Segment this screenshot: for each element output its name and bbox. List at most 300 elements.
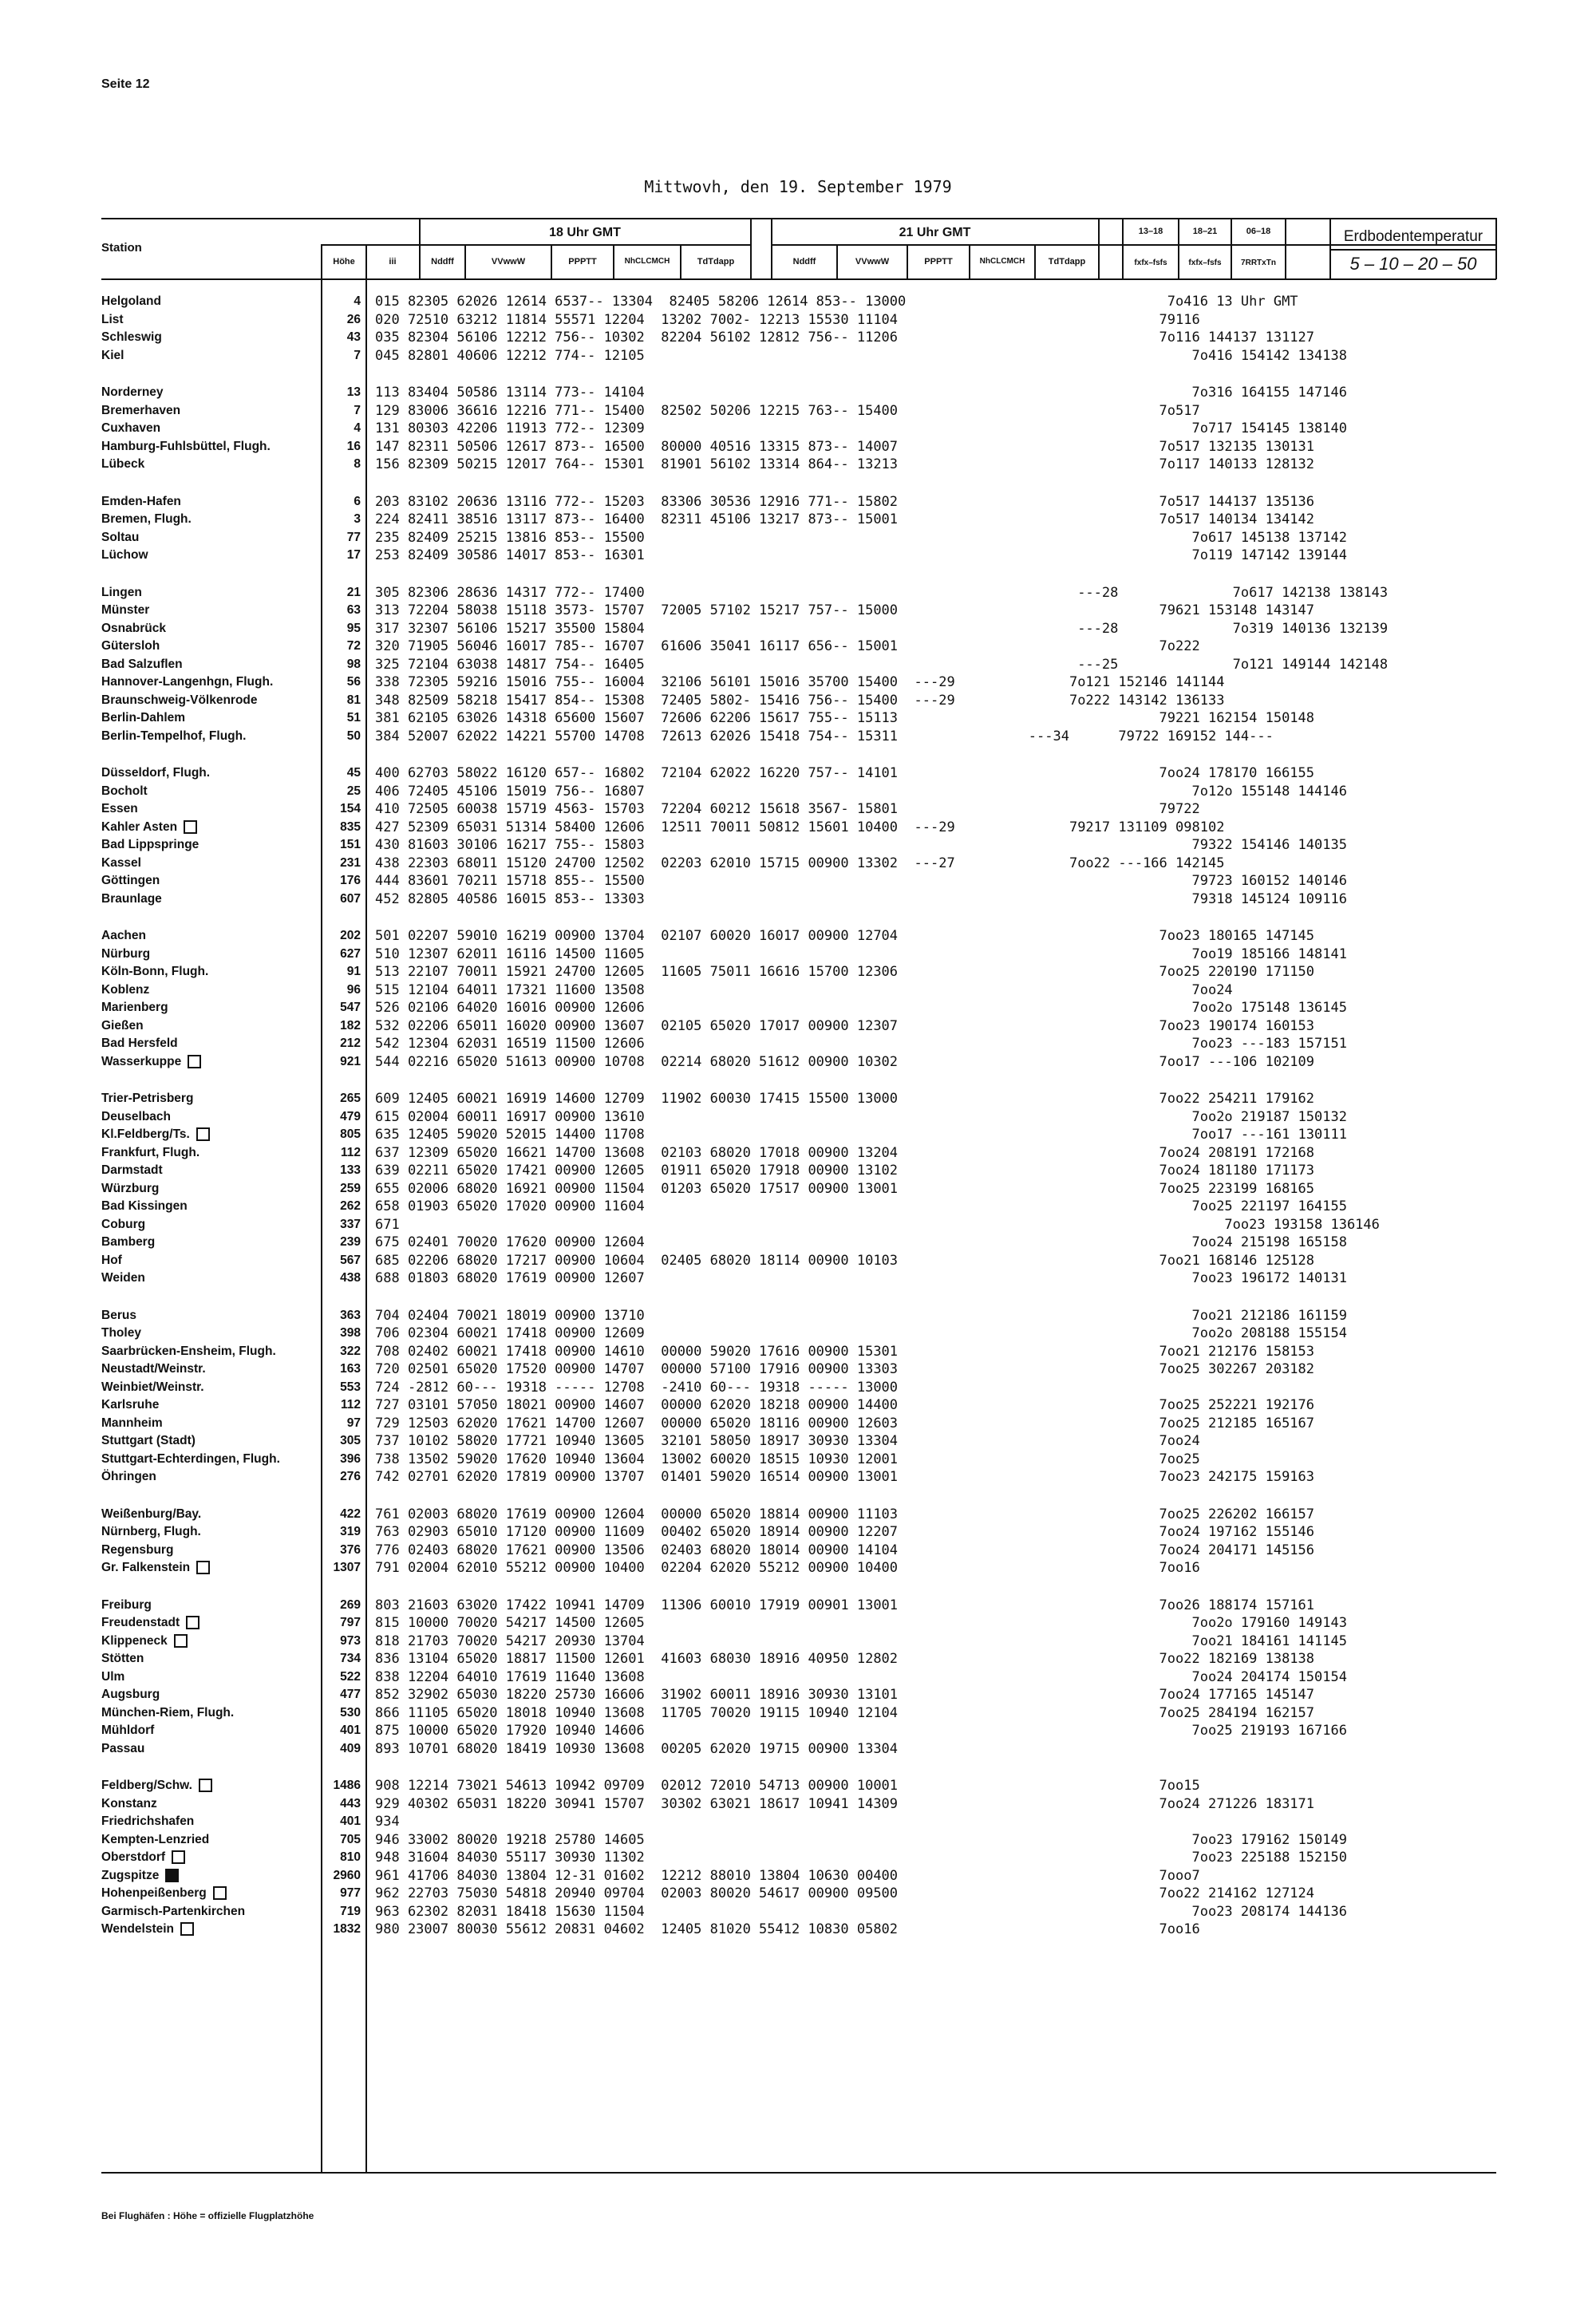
station-label: Bremerhaven xyxy=(101,403,181,417)
station-name xyxy=(101,1523,280,1542)
station-height: 409 xyxy=(340,1741,361,1755)
station-group xyxy=(101,927,280,1071)
observation-row: 203 83102 20636 13116 772-- 15203 83306 30536 12916 771-- 15802 7o517 144137 135136 xyxy=(375,493,1315,510)
observation-row: 738 13502 59020 17620 10940 13604 13002 60020 18515 10930 12001 7oo25 xyxy=(375,1451,1200,1467)
observation-row: 542 12304 62031 16519 11500 12606 7oo23 ---183 157151 xyxy=(375,1036,1347,1052)
station-height: 56 xyxy=(346,675,361,689)
header-18-uhr: 18 Uhr GMT xyxy=(549,226,621,239)
station-label: Bad Salzuflen xyxy=(101,657,183,671)
station-group xyxy=(101,1090,280,1288)
header-13-18: 13–18 xyxy=(1138,227,1163,236)
station-label: Öhringen xyxy=(101,1470,156,1483)
station-label: Hannover-Langenhgn, Flugh. xyxy=(101,675,274,689)
station-height: 17 xyxy=(346,548,361,562)
observation-row: 980 23007 80030 55612 20831 04602 12405 81020 55412 10830 05802 7oo16 xyxy=(375,1921,1200,1937)
observation-row: 639 02211 65020 17421 00900 12605 01911 65020 17918 00900 13102 7oo24 181180 171173 xyxy=(375,1163,1315,1179)
station-name xyxy=(101,1722,280,1740)
station-label: Schleswig xyxy=(101,330,162,344)
station-height: 72 xyxy=(346,639,361,653)
station-label: Köln-Bonn, Flugh. xyxy=(101,965,209,978)
observation-row: 430 81603 30106 16217 755-- 15803 79322 154146 140135 xyxy=(375,837,1347,853)
station-name xyxy=(101,1921,280,1939)
station-name xyxy=(101,999,280,1017)
observation-row: 526 02106 64020 16016 00900 12606 7oo2o 175148 136145 xyxy=(375,1000,1347,1016)
observation-row: 381 62105 63026 14318 65600 15607 72606 62206 15617 755-- 15113 79221 162154 150148 xyxy=(375,710,1315,726)
station-height: 26 xyxy=(346,312,361,326)
station-height: 376 xyxy=(340,1542,361,1557)
observation-row: 317 32307 56106 15217 35500 15804 ---28 7o319 140136 132139 xyxy=(375,620,1389,637)
station-label: Bamberg xyxy=(101,1235,156,1249)
station-height: 398 xyxy=(340,1326,361,1340)
station-label: Bremen, Flugh. xyxy=(101,512,192,526)
data-group xyxy=(375,584,1388,746)
observation-row: 791 02004 62010 55212 00900 10400 02204 62020 55212 00900 10400 7oo16 xyxy=(375,1560,1200,1576)
station-height: 51 xyxy=(346,711,361,725)
station-group xyxy=(101,584,280,746)
observation-row: 320 71905 56046 16017 785-- 16707 61606 35041 16117 656-- 15001 7o222 xyxy=(375,638,1200,654)
station-label: Feldberg/Schw. xyxy=(101,1779,192,1792)
station-name xyxy=(101,347,280,365)
station-height: 176 xyxy=(340,874,361,887)
height-group xyxy=(311,584,361,746)
station-name xyxy=(101,1325,280,1343)
station-label: Gütersloh xyxy=(101,639,160,653)
station-name xyxy=(101,836,280,855)
station-height: 1307 xyxy=(333,1561,361,1574)
station-name xyxy=(101,511,280,529)
station-name xyxy=(101,1415,280,1433)
station-name xyxy=(101,1686,280,1704)
observation-row: 325 72104 63038 14817 754-- 16405 ---25 7o121 149144 142148 xyxy=(375,656,1389,673)
station-label: Weiden xyxy=(101,1271,145,1285)
observation-row: 818 21703 70020 54217 20930 13704 7oo21 184161 141145 xyxy=(375,1633,1347,1649)
observation-row: 510 12307 62011 16116 14500 11605 7oo19 185166 148141 xyxy=(375,946,1347,962)
station-height: 231 xyxy=(340,855,361,870)
station-name xyxy=(101,963,280,981)
header-21-col-2: VVwwW xyxy=(855,257,890,267)
station-label: Essen xyxy=(101,802,138,815)
station-height: 77 xyxy=(346,530,361,544)
data-group xyxy=(375,1597,1388,1759)
station-height: 262 xyxy=(340,1199,361,1213)
observation-row: 338 72305 59216 15016 755-- 16004 32106 56101 15016 35700 15400 ---29 7o121 152146 141144 xyxy=(375,674,1225,690)
station-label: Stuttgart-Echterdingen, Flugh. xyxy=(101,1451,280,1466)
station-label: Marienberg xyxy=(101,1001,168,1014)
station-label: Braunlage xyxy=(101,891,162,906)
header-21-col-1: Nddff xyxy=(792,257,816,267)
station-height: 305 xyxy=(340,1434,361,1447)
station-name xyxy=(101,1090,280,1108)
header-erdboden-depths: 5 – 10 – 20 – 50 xyxy=(1349,254,1477,274)
station-name xyxy=(101,1017,280,1036)
station-label: Kahler Asten xyxy=(101,819,178,834)
station-height: 25 xyxy=(346,784,361,798)
station-height: 269 xyxy=(340,1597,361,1612)
station-height: 112 xyxy=(340,1145,361,1159)
station-name xyxy=(101,1633,280,1651)
station-label: Nürnberg, Flugh. xyxy=(101,1525,201,1538)
data-group xyxy=(375,1090,1388,1288)
station-name xyxy=(101,728,280,746)
station-label: Münster xyxy=(101,603,150,617)
station-name xyxy=(101,1650,280,1668)
observation-row: 688 01803 68020 17619 00900 12607 7oo23 196172 140131 xyxy=(375,1270,1347,1286)
station-height: 276 xyxy=(340,1470,361,1483)
observation-row: 045 82801 40606 12212 774-- 12105 7o416 154142 134138 xyxy=(375,347,1347,364)
station-group xyxy=(101,1506,280,1577)
station-height: 6 xyxy=(354,494,361,508)
station-height: 81 xyxy=(346,693,361,707)
station-height: 3 xyxy=(354,512,361,526)
header-21-col-5: TdTdapp xyxy=(1048,257,1086,267)
station-name xyxy=(101,293,280,311)
station-name xyxy=(101,529,280,547)
station-name xyxy=(101,547,280,565)
station-name xyxy=(101,1144,280,1163)
page-label: Seite 12 xyxy=(101,77,150,91)
station-label: Braunschweig-Völkenrode xyxy=(101,693,258,707)
observation-row: 544 02216 65020 51613 00900 10708 02214 68020 51612 00900 10302 7oo17 ---106 102109 xyxy=(375,1053,1315,1070)
station-label: Stötten xyxy=(101,1652,144,1665)
observation-row: 803 21603 63020 17422 10941 14709 11306 60010 17919 00901 13001 7oo26 188174 157161 xyxy=(375,1597,1315,1613)
station-label: Saarbrücken-Ensheim, Flugh. xyxy=(101,1344,276,1358)
station-name xyxy=(101,656,280,674)
station-label: Weinbiet/Weinstr. xyxy=(101,1380,204,1394)
observation-row: 671 7oo23 193158 136146 xyxy=(375,1216,1380,1233)
station-name xyxy=(101,764,280,783)
height-group xyxy=(311,927,361,1071)
station-group xyxy=(101,1307,280,1487)
station-name xyxy=(101,1704,280,1723)
observation-row: 929 40302 65031 18220 30941 15707 30302 63021 18617 10941 14309 7oo24 271226 183171 xyxy=(375,1795,1315,1812)
station-name xyxy=(101,1614,280,1633)
header-21-uhr: 21 Uhr GMT xyxy=(899,226,971,239)
station-label: Wasserkuppe xyxy=(101,1054,182,1068)
station-height: 182 xyxy=(340,1018,361,1033)
observation-row: 776 02403 68020 17621 00900 13506 02403 68020 18014 00900 14104 7oo24 204171 145156 xyxy=(375,1542,1315,1558)
station-height: 337 xyxy=(340,1217,361,1231)
station-name xyxy=(101,1831,280,1850)
station-label: Würzburg xyxy=(101,1181,160,1195)
data-group xyxy=(375,1506,1388,1577)
open-square-icon xyxy=(196,1127,210,1141)
station-height: 8 xyxy=(354,457,361,471)
station-label: Freiburg xyxy=(101,1597,152,1612)
station-label: Berlin-Tempelhof, Flugh. xyxy=(101,728,247,743)
observation-row: 961 41706 84030 13804 12-31 01602 12212 88010 13804 10630 00400 7ooo7 xyxy=(375,1867,1200,1884)
station-height: 977 xyxy=(340,1886,361,1900)
station-label: Freudenstadt xyxy=(101,1616,180,1629)
station-label: Friedrichshafen xyxy=(101,1814,195,1828)
data-group xyxy=(375,293,1388,365)
observation-row: 946 33002 80020 19218 25780 14605 7oo23 179162 150149 xyxy=(375,1831,1347,1848)
station-name xyxy=(101,1162,280,1180)
data-group xyxy=(375,493,1388,565)
open-square-icon xyxy=(174,1634,188,1648)
station-name xyxy=(101,1740,280,1759)
height-column xyxy=(311,293,361,1958)
station-label: Kassel xyxy=(101,855,141,870)
observation-row: 852 32902 65030 18220 25730 16606 31902 60011 18916 30930 13101 7oo24 177165 145147 xyxy=(375,1687,1315,1703)
station-name xyxy=(101,1396,280,1415)
station-height: 63 xyxy=(346,603,361,617)
station-label: Gr. Falkenstein xyxy=(101,1561,191,1574)
observation-row: 875 10000 65020 17920 10940 14606 7oo25 219193 167166 xyxy=(375,1723,1347,1739)
station-name xyxy=(101,783,280,801)
station-label: Konstanz xyxy=(101,1796,157,1810)
header-18-21-sub: fxfx–fsfs xyxy=(1188,259,1222,267)
observation-row: 609 12405 60021 16919 14600 12709 11902 60030 17415 15500 13000 7oo22 254211 179162 xyxy=(375,1091,1315,1107)
header-hoehe: Höhe xyxy=(333,257,355,267)
station-height: 7 xyxy=(354,403,361,417)
station-height: 477 xyxy=(340,1688,361,1701)
station-height: 1832 xyxy=(333,1922,361,1936)
station-height: 16 xyxy=(346,439,361,453)
observation-row: 729 12503 62020 17621 14700 12607 00000 65020 18116 00900 12603 7oo25 212185 165167 xyxy=(375,1415,1315,1431)
filled-square-icon xyxy=(165,1869,179,1882)
station-group xyxy=(101,293,280,365)
station-label: Kiel xyxy=(101,348,124,362)
station-label: Karlsruhe xyxy=(101,1398,160,1412)
page-date: Mittwovh, den 19. September 1979 xyxy=(644,177,952,196)
station-label: Tholey xyxy=(101,1326,141,1340)
observation-row: 410 72505 60038 15719 4563- 15703 72204 60212 15618 3567- 15801 79722 xyxy=(375,801,1200,817)
station-height: 13 xyxy=(346,385,361,399)
station-label: Mühldorf xyxy=(101,1724,155,1737)
observation-row: 235 82409 25215 13816 853-- 15500 7o617 145138 137142 xyxy=(375,529,1347,546)
station-name xyxy=(101,1379,280,1397)
station-label: Norderney xyxy=(101,385,164,399)
data-group xyxy=(375,764,1388,908)
open-square-icon xyxy=(186,1616,200,1629)
station-height: 719 xyxy=(340,1904,361,1918)
observation-row: 635 12405 59020 52015 14400 11708 7oo17 ---161 130111 xyxy=(375,1127,1347,1143)
observation-row: 866 11105 65020 18018 10940 13608 11705 70020 19115 10940 12104 7oo25 284194 162157 xyxy=(375,1704,1315,1721)
header-21-col-4: NhCLCMCH xyxy=(979,257,1025,266)
station-label: Zugspitze xyxy=(101,1868,160,1882)
station-name xyxy=(101,855,280,873)
station-label: Coburg xyxy=(101,1217,146,1231)
station-label: Neustadt/Weinstr. xyxy=(101,1362,206,1376)
observation-row: 305 82306 28636 14317 772-- 17400 ---28 7o617 142138 138143 xyxy=(375,584,1389,601)
height-group xyxy=(311,1777,361,1939)
station-label: Darmstadt xyxy=(101,1163,163,1177)
station-label: Frankfurt, Flugh. xyxy=(101,1145,200,1159)
station-height: 401 xyxy=(340,1724,361,1737)
station-height: 21 xyxy=(346,585,361,599)
station-name xyxy=(101,1432,280,1451)
observation-row: 515 12104 64011 17321 11600 13508 7oo24 xyxy=(375,981,1233,998)
station-group xyxy=(101,493,280,565)
observation-row: 501 02207 59010 16219 00900 13704 02107 60020 16017 00900 12704 7oo23 180165 147145 xyxy=(375,928,1315,944)
station-height: 4 xyxy=(354,294,361,308)
observation-row: 035 82304 56106 12212 756-- 10302 82204 56102 12812 756-- 11206 7o116 144137 131127 xyxy=(375,330,1315,345)
station-label: Augsburg xyxy=(101,1688,160,1701)
station-label: Berlin-Dahlem xyxy=(101,711,186,725)
data-rows xyxy=(375,293,1388,1958)
station-label: Bad Lippspringe xyxy=(101,838,200,851)
station-height: 202 xyxy=(340,929,361,942)
station-name xyxy=(101,1198,280,1216)
header-18-col-5: TdTdapp xyxy=(697,257,735,267)
station-name xyxy=(101,1216,280,1234)
observation-row: 675 02401 70020 17620 00900 12604 7oo24 215198 165158 xyxy=(375,1234,1347,1250)
station-label: Stuttgart (Stadt) xyxy=(101,1434,196,1447)
station-label: Passau xyxy=(101,1741,145,1755)
station-height: 98 xyxy=(346,657,361,671)
station-column xyxy=(101,293,280,1958)
station-name xyxy=(101,584,280,602)
station-height: 319 xyxy=(340,1525,361,1538)
station-name xyxy=(101,1597,280,1615)
station-name xyxy=(101,1108,280,1127)
station-height: 2960 xyxy=(333,1868,361,1882)
station-label: Emden-Hafen xyxy=(101,494,181,508)
observation-row: 156 82309 50215 12017 764-- 15301 81901 56102 13314 864-- 13213 7o117 140133 128132 xyxy=(375,456,1315,472)
observation-row: 615 02004 60011 16917 00900 13610 7oo2o 219187 150132 xyxy=(375,1108,1347,1125)
observation-row: 763 02903 65010 17120 00900 11609 00402 65020 18914 00900 12207 7oo24 197162 155146 xyxy=(375,1524,1315,1540)
station-name xyxy=(101,1269,280,1288)
station-label: Bad Kissingen xyxy=(101,1199,188,1213)
observation-row: 384 52007 62022 14221 55700 14708 72613 62026 15418 754-- 15311 ---34 79722 169152 144--- xyxy=(375,728,1274,744)
station-label: Garmisch-Partenkirchen xyxy=(101,1904,246,1918)
station-name xyxy=(101,946,280,964)
station-height: 479 xyxy=(340,1109,361,1123)
header-18-col-3: PPPTT xyxy=(568,257,597,267)
observation-row: 427 52309 65031 51314 58400 12606 12511 70011 50812 15601 10400 ---29 79217 131109 098102 xyxy=(375,819,1225,835)
station-name xyxy=(101,981,280,1000)
header-18-col-1: Nddff xyxy=(431,257,454,267)
height-group xyxy=(311,293,361,365)
station-name xyxy=(101,620,280,638)
station-name xyxy=(101,638,280,656)
height-group xyxy=(311,1307,361,1487)
station-label: Kempten-Lenzried xyxy=(101,1832,210,1846)
observation-row: 737 10102 58020 17721 10940 13605 32101 58050 18917 30930 13304 7oo24 xyxy=(375,1433,1200,1449)
open-square-icon xyxy=(180,1922,194,1936)
data-group xyxy=(375,927,1388,1071)
station-group xyxy=(101,1597,280,1759)
station-label: Regensburg xyxy=(101,1542,174,1557)
station-name xyxy=(101,1234,280,1252)
station-group xyxy=(101,1777,280,1939)
data-group xyxy=(375,1777,1388,1939)
station-name xyxy=(101,1343,280,1361)
station-label: Bocholt xyxy=(101,784,148,798)
station-label: Oberstdorf xyxy=(101,1850,166,1864)
station-name xyxy=(101,1903,280,1921)
observation-row: 934 xyxy=(375,1814,400,1830)
footer-note: Bei Flughäfen : Höhe = offizielle Flugplatzhöhe xyxy=(101,2210,314,2221)
header-18-21: 18–21 xyxy=(1192,227,1218,236)
station-label: Ulm xyxy=(101,1669,125,1684)
station-name xyxy=(101,800,280,819)
station-name xyxy=(101,1035,280,1053)
station-height: 438 xyxy=(340,1271,361,1285)
station-height: 530 xyxy=(340,1705,361,1720)
header-18-col-2: VVwwW xyxy=(491,257,526,267)
station-height: 835 xyxy=(340,819,361,834)
observation-row: 724 -2812 60--- 19318 ----- 12708 -2410 60--- 19318 ----- 13000 xyxy=(375,1379,899,1396)
station-name xyxy=(101,1468,280,1487)
station-name xyxy=(101,673,280,692)
station-label: List xyxy=(101,312,124,326)
station-name xyxy=(101,1795,280,1814)
header-13-18-sub: fxfx–fsfs xyxy=(1134,259,1167,267)
station-height: 443 xyxy=(340,1796,361,1810)
station-height: 567 xyxy=(340,1253,361,1267)
station-height: 7 xyxy=(354,348,361,362)
station-height: 133 xyxy=(340,1163,361,1177)
height-group xyxy=(311,384,361,474)
station-height: 422 xyxy=(340,1506,361,1521)
station-height: 95 xyxy=(346,621,361,635)
data-group xyxy=(375,1307,1388,1487)
station-name xyxy=(101,311,280,330)
observation-row: 348 82509 58218 15417 854-- 15308 72405 5802- 15416 756-- 15400 ---29 7o222 143142 136133 xyxy=(375,692,1225,709)
observation-row: 815 10000 70020 54217 14500 12605 7oo2o 179160 149143 xyxy=(375,1615,1347,1631)
height-group xyxy=(311,764,361,908)
station-height: 97 xyxy=(346,1416,361,1430)
height-group xyxy=(311,1597,361,1759)
station-height: 259 xyxy=(340,1181,361,1195)
station-height: 547 xyxy=(340,1001,361,1014)
station-height: 43 xyxy=(346,330,361,344)
header-18-col-4: NhCLCMCH xyxy=(624,257,670,266)
station-height: 163 xyxy=(340,1362,361,1376)
station-height: 239 xyxy=(340,1235,361,1249)
height-group xyxy=(311,493,361,565)
observation-row: 015 82305 62026 12614 6537-- 13304 82405 58206 12614 853-- 13000 7o416 13 Uhr GMT xyxy=(375,294,1298,310)
observation-row: 742 02701 62020 17819 00900 13707 01401 59020 16514 00900 13001 7oo23 242175 159163 xyxy=(375,1469,1315,1485)
station-label: München-Riem, Flugh. xyxy=(101,1705,235,1720)
station-name xyxy=(101,1506,280,1524)
observation-row: 720 02501 65020 17520 00900 14707 00000 57100 17916 00900 13303 7oo25 302267 203182 xyxy=(375,1361,1315,1377)
station-name xyxy=(101,1180,280,1198)
observation-row: 020 72510 63212 11814 55571 12204 13202 7002- 12213 15530 11104 79116 xyxy=(375,311,1200,328)
station-name xyxy=(101,709,280,728)
height-group xyxy=(311,1506,361,1577)
station-name xyxy=(101,872,280,890)
observation-row: 838 12204 64010 17619 11640 13608 7oo24 204174 150154 xyxy=(375,1668,1347,1685)
station-label: Osnabrück xyxy=(101,621,166,635)
observation-row: 637 12309 65020 16621 14700 13608 02103 68020 17018 00900 13204 7oo24 208191 172168 xyxy=(375,1144,1315,1161)
observation-row: 658 01903 65020 17020 00900 11604 7oo25 221197 164155 xyxy=(375,1198,1347,1214)
station-group xyxy=(101,764,280,908)
observation-row: 406 72405 45106 15019 756-- 16807 7o12o 155148 144146 xyxy=(375,783,1347,800)
station-height: 705 xyxy=(340,1832,361,1846)
station-label: Gießen xyxy=(101,1018,144,1033)
station-name xyxy=(101,438,280,456)
observation-row: 131 80303 42206 11913 772-- 12309 7o717 154145 138140 xyxy=(375,421,1347,436)
header-station: Station xyxy=(101,241,142,255)
station-height: 553 xyxy=(340,1380,361,1394)
station-height: 734 xyxy=(340,1652,361,1665)
observation-row: 655 02006 68020 16921 00900 11504 01203 65020 17517 00900 13001 7oo25 223199 168165 xyxy=(375,1180,1315,1197)
observation-row: 147 82311 50506 12617 873-- 16500 80000 40516 13315 873-- 14007 7o517 132135 130131 xyxy=(375,438,1315,455)
observation-row: 685 02206 68020 17217 00900 10604 02405 68020 18114 00900 10103 7oo21 168146 125128 xyxy=(375,1252,1315,1269)
open-square-icon xyxy=(188,1055,201,1068)
station-height: 112 xyxy=(340,1398,361,1412)
station-name xyxy=(101,1867,280,1885)
station-height: 522 xyxy=(340,1669,361,1684)
station-label: Soltau xyxy=(101,530,140,544)
observation-row: 704 02404 70021 18019 00900 13710 7oo21 212186 161159 xyxy=(375,1307,1347,1324)
station-name xyxy=(101,1307,280,1325)
station-name xyxy=(101,890,280,909)
station-name xyxy=(101,1849,280,1867)
station-name xyxy=(101,1559,280,1577)
